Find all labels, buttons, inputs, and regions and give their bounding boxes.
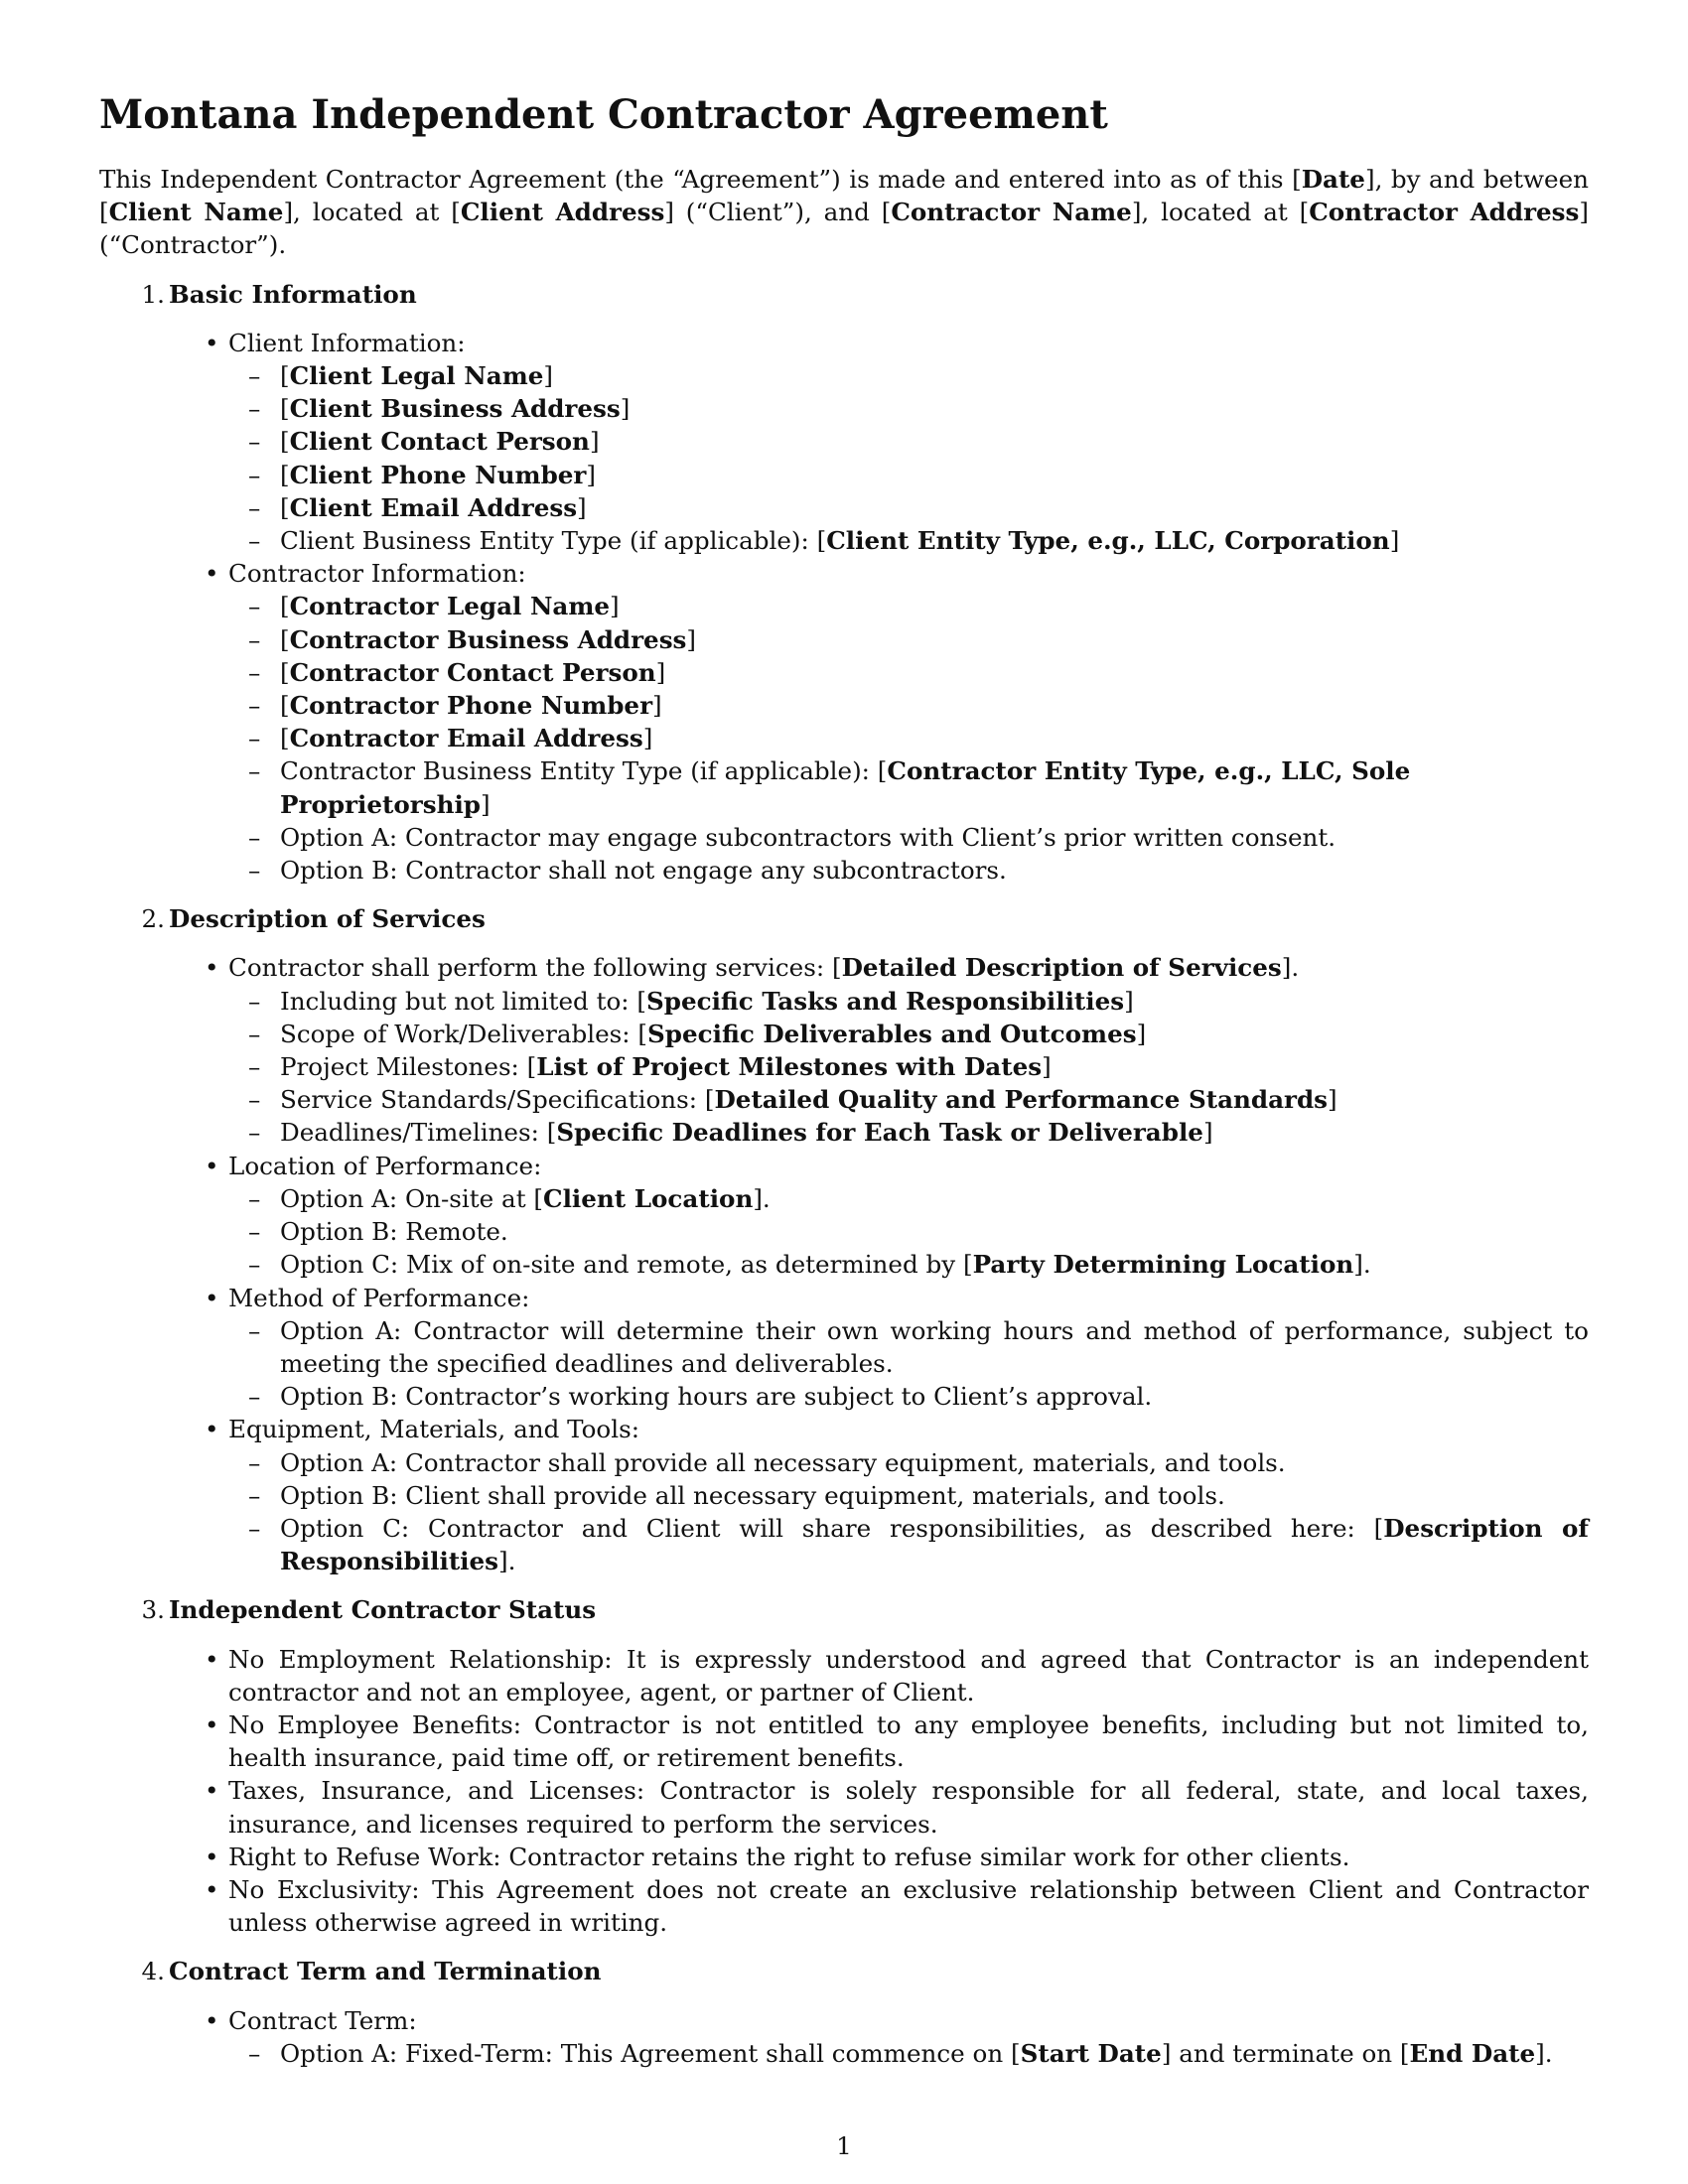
item-label: Method of Performance: [228,1283,530,1312]
placeholder-field: Client Entity Type, e.g., LLC, Corporation [826,526,1390,556]
placeholder-client-name: Client Name [108,198,284,227]
list-item: – [Contractor Phone Number] [228,689,1589,722]
placeholder-end-date: End Date [1409,2038,1536,2068]
intro-text: ], located at [ [1131,198,1310,227]
section-title: Independent Contractor Status [169,1595,597,1625]
item-label: Client Information: [228,328,466,357]
placeholder-field: Contractor Email Address [289,724,643,753]
placeholder-field: Contractor Legal Name [289,592,611,621]
item-label: Contractor Information: [228,559,526,589]
sub-list [228,1446,1589,1578]
list-item [167,1413,1589,1577]
placeholder-field: Client Phone Number [289,460,587,489]
item-label: Scope of Work/Deliverables: [280,1019,638,1048]
sub-list [228,1182,1589,1282]
list-item: – Option B: Client shall provide all necessary equipment, materials, and tools. [228,1479,1589,1512]
list-item: – [Client Legal Name] [228,359,1589,392]
list-item: – Option B: Contractor’s working hours are subject to Client’s approval. [228,1380,1589,1413]
intro-text: ], located at [ [283,198,461,227]
list-item: – Option A: Contractor will determine their own working hours and method of performance, subject to meeting the specified deadlines and deliverables. [228,1314,1589,1380]
sub-list [228,1314,1589,1414]
intro-text: ] (“Contractor”). [99,198,1589,260]
list-item: – Option A: On-site at [Client Location]. [228,1182,1589,1215]
list-item: – [Contractor Email Address] [228,722,1589,754]
section-title: Basic Information [169,279,417,309]
intro-text: This Independent Contractor Agreement (the “Agreement”) is made and entered into as of this [ [99,165,1302,194]
placeholder-field: Client Business Address [289,394,621,424]
list-item: – [Contractor Contact Person] [228,656,1589,689]
bullet-list [169,951,1589,1577]
item-label: Option C: Mix of on-site and remote, as determined by [280,1250,963,1280]
bullet-list [169,1643,1589,1940]
list-item: – Option A: Fixed-Term: This Agreement shall commence on [Start Date] and terminate on [End Date]. [228,2037,1589,2070]
list-item: – Service Standards/Specifications: [Detailed Quality and Performance Standards] [228,1083,1589,1116]
list-item: – Option B: Remote. [228,1215,1589,1248]
placeholder-field: Contractor Business Address [289,624,687,654]
item-label: Contractor shall perform the following services: [228,953,832,983]
list-item: – Deadlines/Timelines: [Specific Deadlines for Each Task or Deliverable] [228,1116,1589,1149]
list-item: – [Client Business Address] [228,392,1589,425]
list-item: – Scope of Work/Deliverables: [Specific Deliverables and Outcomes] [228,1018,1589,1050]
section-number: 1. [141,279,165,309]
placeholder-field: Detailed Quality and Performance Standards [714,1085,1329,1115]
list-item [167,327,1589,557]
intro-paragraph [99,163,1589,262]
section-number: 4. [141,1957,165,1986]
list-item: – Project Milestones: [List of Project Milestones with Dates] [228,1050,1589,1083]
item-label: Option A: On-site at [280,1183,534,1213]
list-item: – Including but not limited to: [Specific Tasks and Responsibilities] [228,985,1589,1018]
list-item: • Taxes, Insurance, and Licenses: Contractor is solely responsible for all federal, state, and local taxes, insurance, and licenses required to perform the services. [167,1774,1589,1840]
list-item: • Contractor shall perform the following services: [Detailed Description of Services]. – Including but not limited to: [Specific Tasks and Responsibilities] – Scope of Work/Deliverables: [Specific Deliverables and Outcomes] – Project Milestones: [List of Project Milestones with Dates] – Service Standards/Specifications: [Detailed Quality and Performance Standards] – Deadlines/Timelines: [Specific Deadlines for Each Task or Deliverable] [167,951,1589,1149]
placeholder-date: Date [1301,165,1365,194]
item-label: Project Milestones: [280,1052,527,1082]
sub-list [228,2037,1589,2070]
list-item [167,1150,1589,1282]
list-item: – [Client Phone Number] [228,459,1589,491]
list-item: – Option C: Contractor and Client will share responsibilities, as described here: [Description of Responsibilities]. [228,1512,1589,1577]
sub-list [228,590,1589,887]
list-item: – [Client Contact Person] [228,425,1589,458]
list-item: – Option C: Mix of on-site and remote, as determined by [Party Determining Location]. [228,1248,1589,1281]
placeholder-field: Specific Deliverables and Outcomes [647,1019,1137,1048]
list-item: – Option A: Contractor may engage subcontractors with Client’s prior written consent. [228,821,1589,854]
intro-text: ], by and between [ [99,165,1590,227]
item-label: Option A: Fixed-Term: This Agreement shall commence on [280,2038,1011,2068]
section-basic-information [99,278,1589,887]
placeholder-field: Client Location [543,1183,754,1213]
placeholder-field: Contractor Contact Person [289,657,656,687]
section-number: 3. [141,1595,165,1625]
placeholder-field: Client Email Address [289,492,578,522]
sections-list [99,278,1589,2070]
placeholder-contractor-name: Contractor Name [891,198,1132,227]
item-label: Deadlines/Timelines: [280,1118,547,1148]
placeholder-field: Detailed Description of Services [841,953,1282,983]
bullet-list [169,327,1589,887]
placeholder-field: Party Determining Location [972,1250,1354,1280]
list-item: – [Contractor Legal Name] [228,590,1589,622]
placeholder-field: Client Legal Name [289,361,544,391]
bullet-list [169,2004,1589,2070]
list-item: – [Contractor Business Address] [228,623,1589,656]
list-item [167,557,1589,887]
item-label: and terminate on [1171,2038,1400,2068]
item-label: Contractor Business Entity Type (if applicable): [280,756,878,786]
placeholder-field: Specific Tasks and Responsibilities [646,986,1125,1016]
placeholder-client-address: Client Address [460,198,665,227]
list-item: • No Employment Relationship: It is expressly understood and agreed that Contractor is an independent contractor and not an employee, agent, or partner of Client. [167,1643,1589,1708]
placeholder-field: Client Contact Person [289,427,590,457]
item-label: Location of Performance: [228,1151,542,1180]
item-label: Client Business Entity Type (if applicable): [280,526,817,556]
item-label: Service Standards/Specifications: [280,1085,705,1115]
list-item: – Client Business Entity Type (if applicable): [Client Entity Type, e.g., LLC, Corporation] [228,524,1589,557]
list-item: • No Exclusivity: This Agreement does not create an exclusive relationship between Client and Contractor unless otherwise agreed in writing. [167,1873,1589,1939]
sub-list [228,359,1589,557]
placeholder-field: Specific Deadlines for Each Task or Deliverable [556,1118,1203,1148]
placeholder-field: Description of Responsibilities [280,1513,1590,1576]
document-page [99,79,1589,2086]
list-item [167,2004,1589,2070]
section-description-of-services [99,902,1589,1577]
intro-text: ] (“Client”), and [ [664,198,892,227]
list-item: – Option A: Contractor shall provide all necessary equipment, materials, and tools. [228,1446,1589,1479]
placeholder-field: List of Project Milestones with Dates [536,1052,1043,1082]
document-title: Montana Independent Contractor Agreement [99,91,1108,138]
list-item: – Option B: Contractor shall not engage any subcontractors. [228,854,1589,887]
placeholder-field: Contractor Phone Number [289,691,653,721]
item-label: Contract Term: [228,2005,417,2035]
placeholder-field: Contractor Entity Type, e.g., LLC, Sole Proprietorship [280,756,1411,819]
list-item: – Contractor Business Entity Type (if applicable): [Contractor Entity Type, e.g., LLC, Sole Proprietorship] [228,754,1589,820]
list-item: • No Employee Benefits: Contractor is not entitled to any employee benefits, including but not limited to, health insurance, paid time off, or retirement benefits. [167,1708,1589,1774]
placeholder-start-date: Start Date [1020,2038,1162,2068]
page-number: 1 [836,2131,852,2160]
placeholder-contractor-address: Contractor Address [1309,198,1580,227]
item-label: Equipment, Materials, and Tools: [228,1415,640,1444]
list-item: • Right to Refuse Work: Contractor retains the right to refuse similar work for other clients. [167,1841,1589,1873]
section-title: Contract Term and Termination [169,1957,602,1986]
section-number: 2. [141,904,165,934]
item-label: Option C: Contractor and Client will share responsibilities, as described here: [280,1513,1374,1543]
list-item: – [Client Email Address] [228,491,1589,524]
section-independent-contractor-status [99,1593,1589,1939]
sub-list [228,985,1589,1150]
section-contract-term-and-termination [99,1955,1589,2070]
section-title: Description of Services [169,904,486,934]
item-label: Including but not limited to: [280,986,637,1016]
list-item [167,1282,1589,1414]
